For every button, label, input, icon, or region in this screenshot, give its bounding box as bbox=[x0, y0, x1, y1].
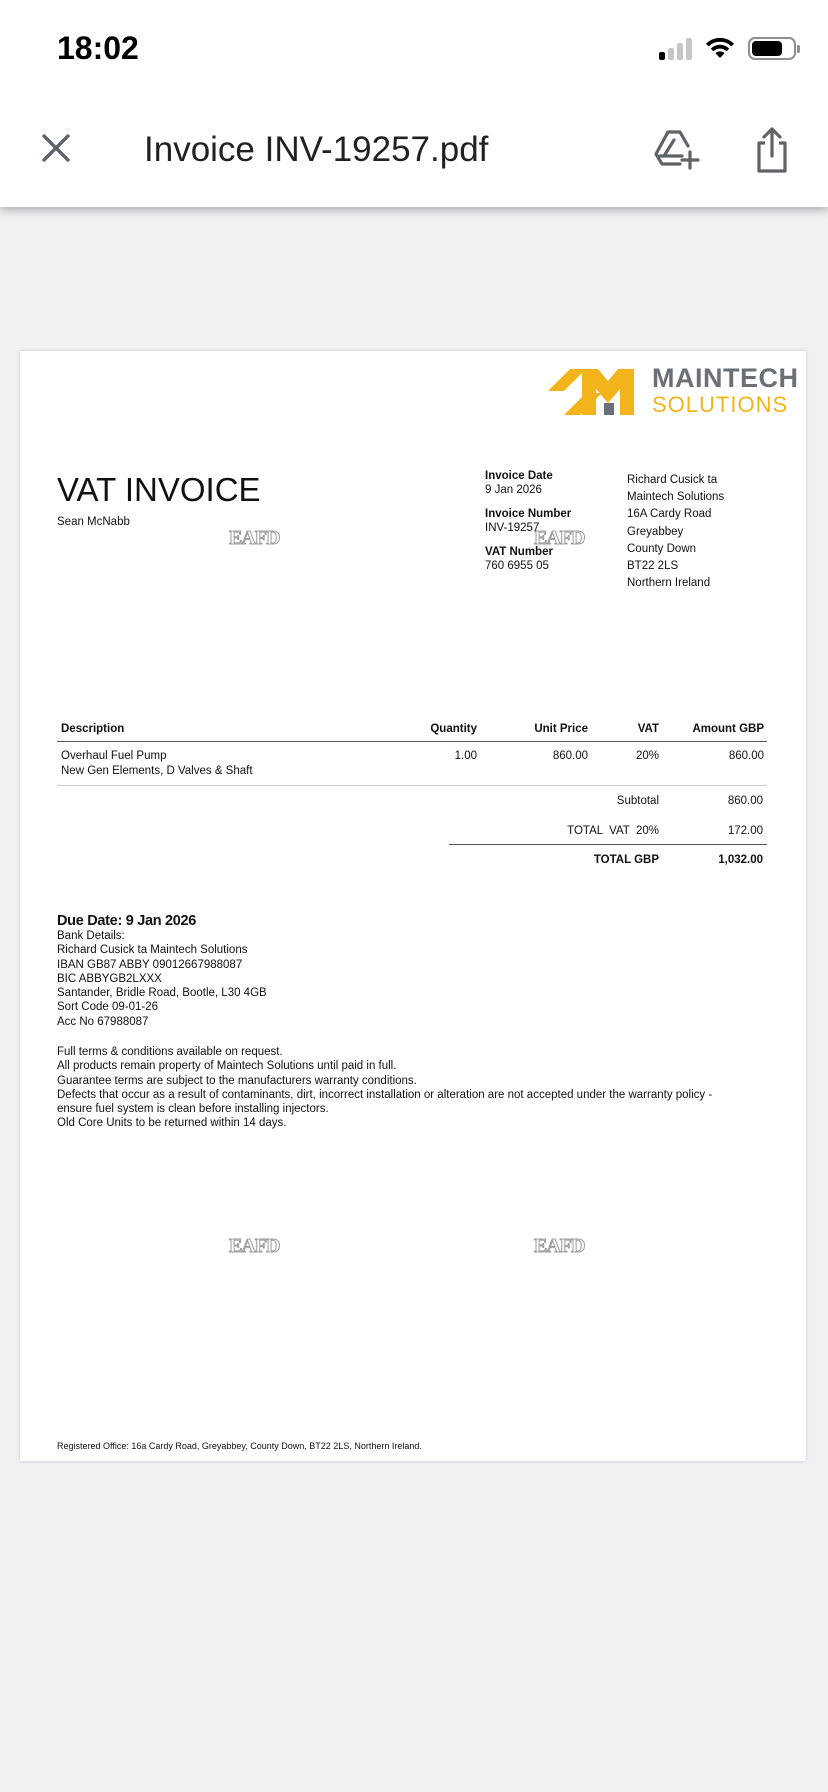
share-button[interactable] bbox=[752, 124, 792, 176]
cellular-signal-icon bbox=[659, 36, 692, 60]
line-items-table bbox=[57, 718, 767, 786]
close-button[interactable] bbox=[36, 128, 76, 168]
terms-line: All products remain property of Maintech Solutions until paid in full. bbox=[57, 1060, 397, 1073]
address-line: Maintech Solutions bbox=[627, 491, 725, 504]
invoice-date-label: Invoice Date bbox=[485, 470, 553, 482]
invoice-heading: VAT INVOICE bbox=[57, 471, 261, 508]
battery-icon bbox=[748, 37, 796, 60]
status-icons bbox=[659, 36, 796, 60]
registered-office-footer: Registered Office: 16a Cardy Road, Greyabbey, County Down, BT22 2LS, Northern Ireland. bbox=[57, 1441, 422, 1451]
company-logo bbox=[548, 363, 799, 419]
pdf-page bbox=[20, 351, 806, 1461]
item-detail: New Gen Elements, D Valves & Shaft bbox=[61, 765, 253, 777]
add-to-drive-button[interactable] bbox=[652, 126, 700, 174]
header-amount: Amount GBP bbox=[692, 723, 764, 735]
item-quantity: 1.00 bbox=[454, 750, 477, 762]
total-value: 1,032.00 bbox=[718, 854, 763, 866]
watermark-stamp: EAFD bbox=[534, 1235, 585, 1257]
address-line: Richard Cusick ta bbox=[627, 474, 718, 486]
invoice-number-label: Invoice Number bbox=[485, 508, 572, 520]
invoice-date: 9 Jan 2026 bbox=[485, 484, 542, 496]
bank-line: Richard Cusick ta Maintech Solutions bbox=[57, 944, 248, 957]
watermark-stamp: EAFD bbox=[229, 1235, 280, 1257]
terms-conditions bbox=[57, 1045, 777, 1131]
add-to-drive-icon bbox=[652, 126, 700, 174]
wifi-icon bbox=[704, 36, 736, 60]
watermark-stamp: EAFD bbox=[534, 527, 585, 549]
address-line: Northern Ireland bbox=[627, 577, 711, 590]
bank-line: Bank Details: bbox=[57, 930, 125, 942]
top-app-bar bbox=[0, 0, 828, 207]
table-header bbox=[57, 718, 767, 742]
terms-line: Full terms & conditions available on request. bbox=[57, 1046, 283, 1058]
invoice-meta bbox=[485, 469, 571, 573]
bank-line: IBAN GB87 ABBY 09012667988087 bbox=[57, 958, 243, 971]
logo-text bbox=[652, 365, 799, 416]
item-description: Overhaul Fuel Pump bbox=[61, 750, 167, 762]
address-line: BT22 2LS bbox=[627, 560, 679, 573]
logo-line1: MAINTECH bbox=[652, 363, 799, 393]
item-vat: 20% bbox=[635, 750, 659, 762]
subtotal-label: Subtotal bbox=[616, 795, 659, 807]
vat-number: 760 6955 05 bbox=[485, 560, 549, 572]
total-vat-value: 172.00 bbox=[727, 825, 763, 837]
address-line: County Down bbox=[627, 542, 697, 555]
bank-line: Santander, Bridle Road, Bootle, L30 4GB bbox=[57, 987, 267, 1000]
close-icon bbox=[36, 128, 76, 168]
table-row bbox=[57, 742, 767, 786]
terms-line: Old Core Units to be returned within 14 days. bbox=[57, 1117, 287, 1130]
bank-line: Acc No 67988087 bbox=[57, 1015, 149, 1028]
watermark-stamp: EAFD bbox=[229, 527, 280, 549]
header-quantity: Quantity bbox=[430, 723, 477, 735]
item-unit-price: 860.00 bbox=[552, 750, 588, 762]
header-vat: VAT bbox=[637, 723, 659, 735]
header-description: Description bbox=[61, 723, 125, 735]
document-title: Invoice INV-19257.pdf bbox=[144, 130, 489, 169]
terms-line: Defects that occur as a result of contaminants, dirt, incorrect installation or alteration are not accepted under the warranty policy - bbox=[57, 1088, 713, 1101]
totals-divider bbox=[449, 844, 767, 845]
item-amount: 860.00 bbox=[728, 750, 764, 762]
logo-line2: SOLUTIONS bbox=[652, 392, 789, 417]
maintech-logo-mark bbox=[548, 367, 648, 417]
total-vat-label: TOTAL VAT 20% bbox=[567, 825, 659, 837]
customer-name: Sean McNabb bbox=[57, 516, 130, 528]
address-line: Greyabbey bbox=[627, 525, 684, 538]
due-date: Due Date: 9 Jan 2026 bbox=[57, 913, 197, 929]
header-unit-price: Unit Price bbox=[534, 723, 588, 735]
subtotal-value: 860.00 bbox=[727, 795, 763, 807]
status-time: 18:02 bbox=[57, 30, 139, 66]
supplier-address bbox=[627, 472, 724, 592]
bank-line: Sort Code 09-01-26 bbox=[57, 1001, 159, 1014]
bank-line: BIC ABBYGB2LXXX bbox=[57, 972, 162, 985]
terms-line: ensure fuel system is clean before installing injectors. bbox=[57, 1103, 329, 1116]
invoice-number: INV-19257 bbox=[485, 522, 540, 534]
payment-details bbox=[57, 913, 267, 1029]
address-line: 16A Cardy Road bbox=[627, 508, 712, 521]
vat-number-label: VAT Number bbox=[485, 546, 553, 558]
share-icon bbox=[752, 124, 792, 176]
total-label: TOTAL GBP bbox=[593, 854, 659, 866]
terms-line: Guarantee terms are subject to the manufacturers warranty conditions. bbox=[57, 1074, 417, 1087]
